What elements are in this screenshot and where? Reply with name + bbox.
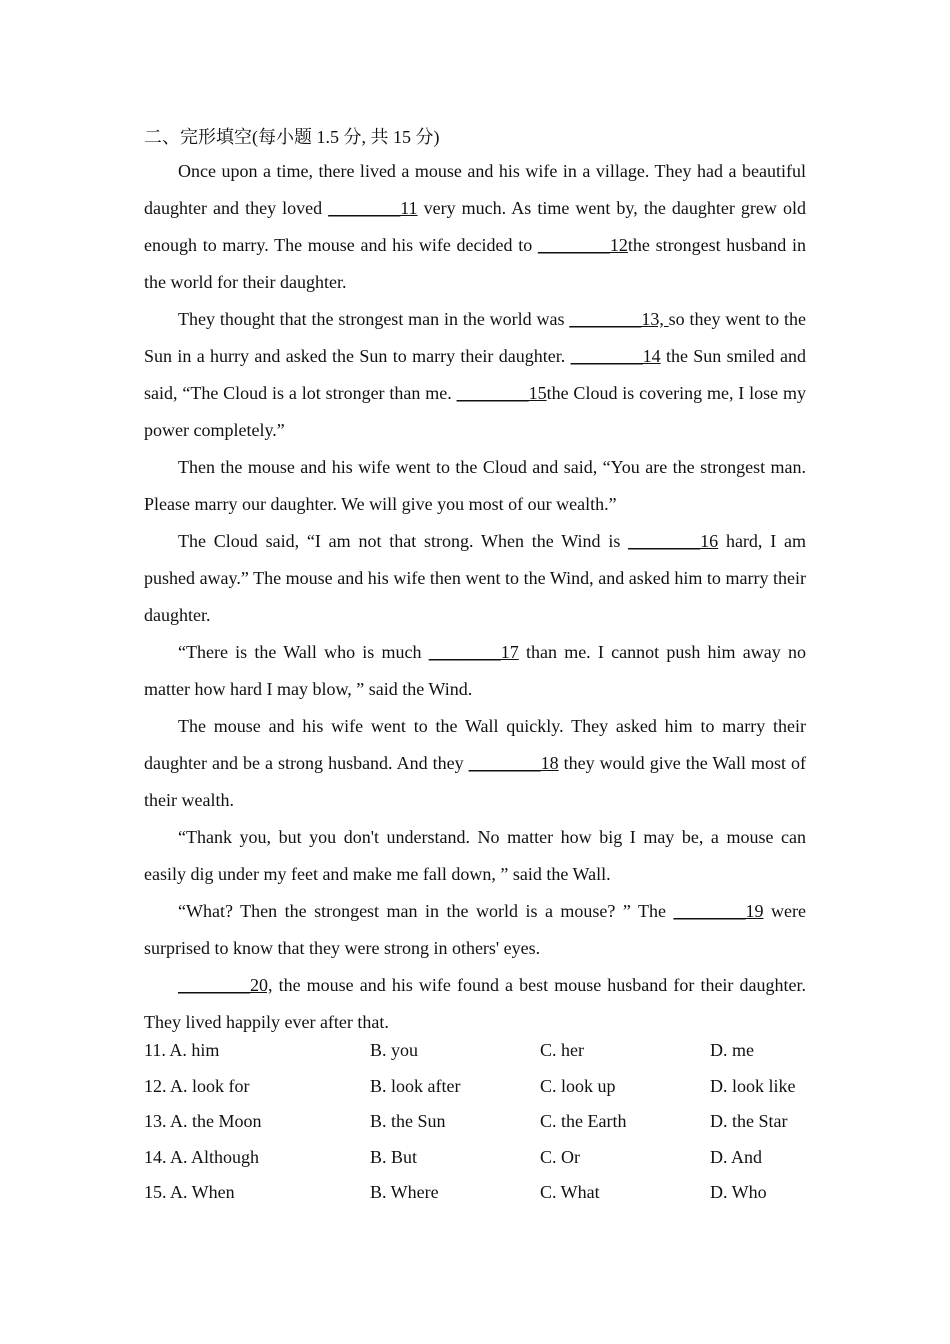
blank-12: ________12 [537, 235, 628, 255]
text: “Thank you, but you don't understand. No matter how big I may be, a mouse can easily dig under my feet and make me fall down, ” said the Wall. [144, 827, 806, 884]
question-14-options [144, 1140, 824, 1176]
text: They thought that the strongest man in the world was [178, 309, 570, 329]
option-a: 15. A. When [144, 1182, 235, 1202]
option-b: B. look after [370, 1075, 461, 1096]
text: were surprised to know that they were strong in others' eyes. [144, 901, 806, 958]
option-a: 14. A. Although [144, 1146, 260, 1167]
blank-18: ________18 [468, 753, 559, 773]
text: Once upon a time, there lived a mouse and his wife in a village. They had a beautiful daughter and they loved [144, 161, 806, 218]
text: “There is the Wall who is much [178, 642, 429, 662]
blank-15: ________15 [456, 383, 547, 403]
option-c: C. Or [540, 1146, 580, 1167]
option-d: D. look like [710, 1075, 796, 1096]
blank-14: ________14 [570, 346, 661, 366]
text: The mouse and his wife went to the Wall quickly. They asked him to marry their daughter and be a strong husband. And they [144, 716, 806, 773]
cloze-passage [144, 153, 806, 1041]
option-d: D. the Star [710, 1111, 788, 1131]
paragraph-8 [144, 893, 806, 967]
section-title: 二、完形填空(每小题 1.5 分, 共 15 分) [144, 127, 440, 147]
question-12-options [144, 1069, 824, 1105]
text: they would give the Wall most of their wealth. [144, 753, 807, 810]
blank-20: ________20, [178, 975, 273, 995]
text: “What? Then the strongest man in the world is a mouse? ” The [178, 901, 674, 921]
blank-17: ________17 [428, 642, 519, 662]
option-b: B. But [370, 1146, 418, 1167]
paragraph-1 [144, 153, 806, 301]
text: Then the mouse and his wife went to the Cloud and said, “You are the strongest man. Please marry our daughter. We will give you most of our wealth.” [144, 457, 806, 514]
paragraph-7 [144, 819, 806, 893]
option-b: B. Where [370, 1182, 439, 1202]
blank-11: ________11 [328, 198, 418, 218]
text: hard, I am pushed away.” The mouse and his wife then went to the Wind, and asked him to marry their daughter. [144, 531, 807, 625]
blank-19: ________19 [673, 901, 764, 921]
option-b: B. the Sun [370, 1111, 446, 1131]
option-a: 11. A. him [144, 1040, 220, 1060]
paragraph-5 [144, 634, 806, 708]
option-c: C. the Earth [540, 1111, 627, 1131]
text: The Cloud said, “I am not that strong. When the Wind is [178, 531, 629, 551]
option-a: 12. A. look for [144, 1075, 250, 1096]
option-c: C. look up [540, 1075, 616, 1096]
option-c: C. What [540, 1182, 600, 1202]
text: the mouse and his wife found a best mouse husband for their daughter. They lived happily ever after that. [144, 975, 806, 1032]
text: the Cloud is covering me, I lose my power completely.” [144, 383, 806, 440]
paragraph-4 [144, 523, 806, 634]
option-d: D. Who [710, 1182, 767, 1202]
text: so they went to the Sun in a hurry and asked the Sun to marry their daughter. [144, 309, 807, 366]
question-13-options [144, 1104, 824, 1140]
text: the strongest husband in the world for their daughter. [144, 235, 807, 292]
paragraph-9 [144, 967, 806, 1041]
option-c: C. her [540, 1040, 584, 1060]
question-15-options [144, 1175, 824, 1211]
paragraph-2 [144, 301, 806, 449]
option-b: B. you [370, 1040, 419, 1060]
paragraph-6 [144, 708, 806, 819]
text: very much. As time went by, the daughter grew old enough to marry. The mouse and his wife decided to [144, 198, 806, 255]
option-d: D. And [710, 1146, 763, 1167]
option-a: 13. A. the Moon [144, 1111, 262, 1131]
text: than me. I cannot push him away no matter how hard I may blow, ” said the Wind. [144, 642, 806, 699]
answer-options [144, 1033, 824, 1211]
question-11-options [144, 1033, 824, 1069]
blank-13: ________13, [569, 309, 669, 329]
blank-16: ________16 [628, 531, 719, 551]
text: the Sun smiled and said, “The Cloud is a lot stronger than me. [144, 346, 806, 403]
paragraph-3 [144, 449, 806, 523]
option-d: D. me [710, 1040, 754, 1060]
